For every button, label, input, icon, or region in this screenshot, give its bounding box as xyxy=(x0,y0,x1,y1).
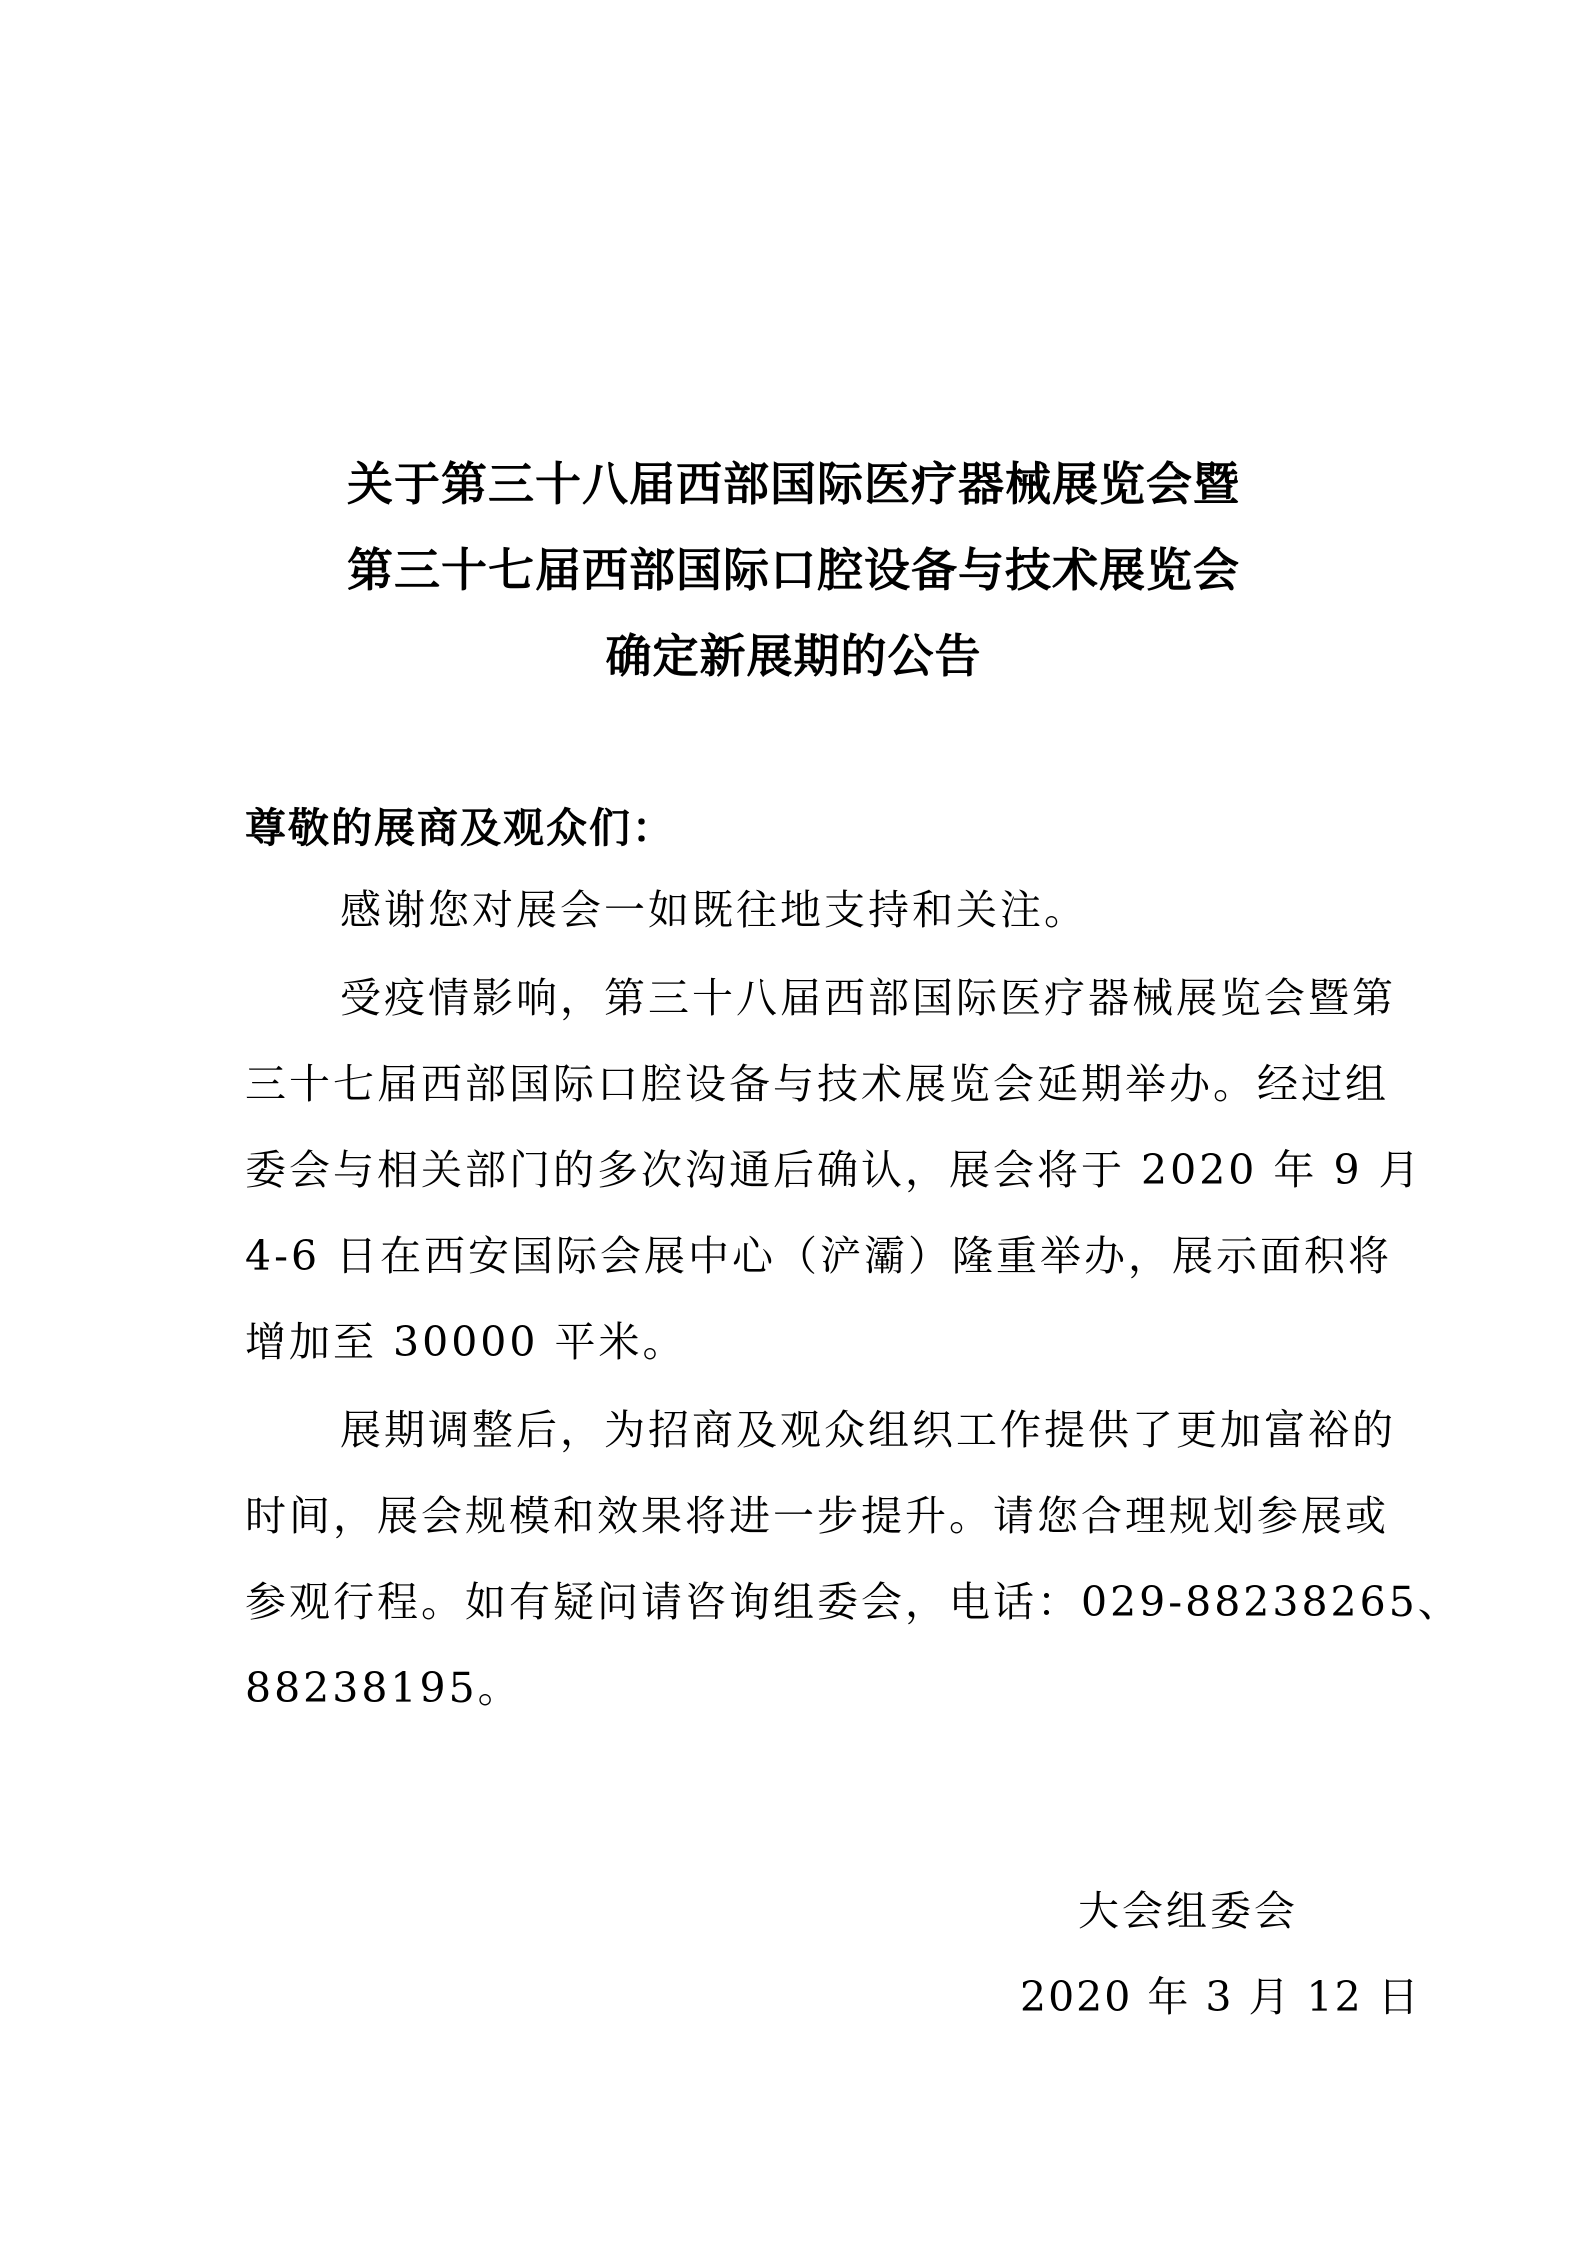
paragraph-3-line-4: 88238195。 xyxy=(245,1664,522,1712)
paragraph-2-line-3: 委会与相关部门的多次沟通后确认，展会将于 2020 年 9 月 xyxy=(245,1146,1423,1194)
paragraph-1-line-1: 感谢您对展会一如既往地支持和关注。 xyxy=(340,886,1088,934)
signature-organization: 大会组委会 xyxy=(1078,1887,1298,1935)
paragraph-2-line-2: 三十七届西部国际口腔设备与技术展览会延期举办。经过组 xyxy=(245,1060,1389,1108)
paragraph-2-line-5: 增加至 30000 平米。 xyxy=(245,1318,687,1366)
signature-date: 2020 年 3 月 12 日 xyxy=(1020,1973,1421,2021)
paragraph-3-line-1: 展期调整后，为招商及观众组织工作提供了更加富裕的 xyxy=(340,1406,1396,1454)
paragraph-2-line-1: 受疫情影响，第三十八届西部国际医疗器械展览会暨第 xyxy=(340,974,1396,1022)
paragraph-2-line-4: 4-6 日在西安国际会展中心（浐灞）隆重举办，展示面积将 xyxy=(245,1232,1393,1280)
paragraph-3-line-2: 时间，展会规模和效果将进一步提升。请您合理规划参展或 xyxy=(245,1492,1389,1540)
title-line-2: 第三十七届西部国际口腔设备与技术展览会 xyxy=(347,543,1240,597)
paragraph-3-line-3: 参观行程。如有疑问请咨询组委会，电话：029-88238265、 xyxy=(245,1578,1462,1626)
title-line-3: 确定新展期的公告 xyxy=(605,629,982,683)
salutation: 尊敬的展商及观众们： xyxy=(245,804,675,852)
title-line-1: 关于第三十八届西部国际医疗器械展览会暨 xyxy=(347,457,1240,511)
